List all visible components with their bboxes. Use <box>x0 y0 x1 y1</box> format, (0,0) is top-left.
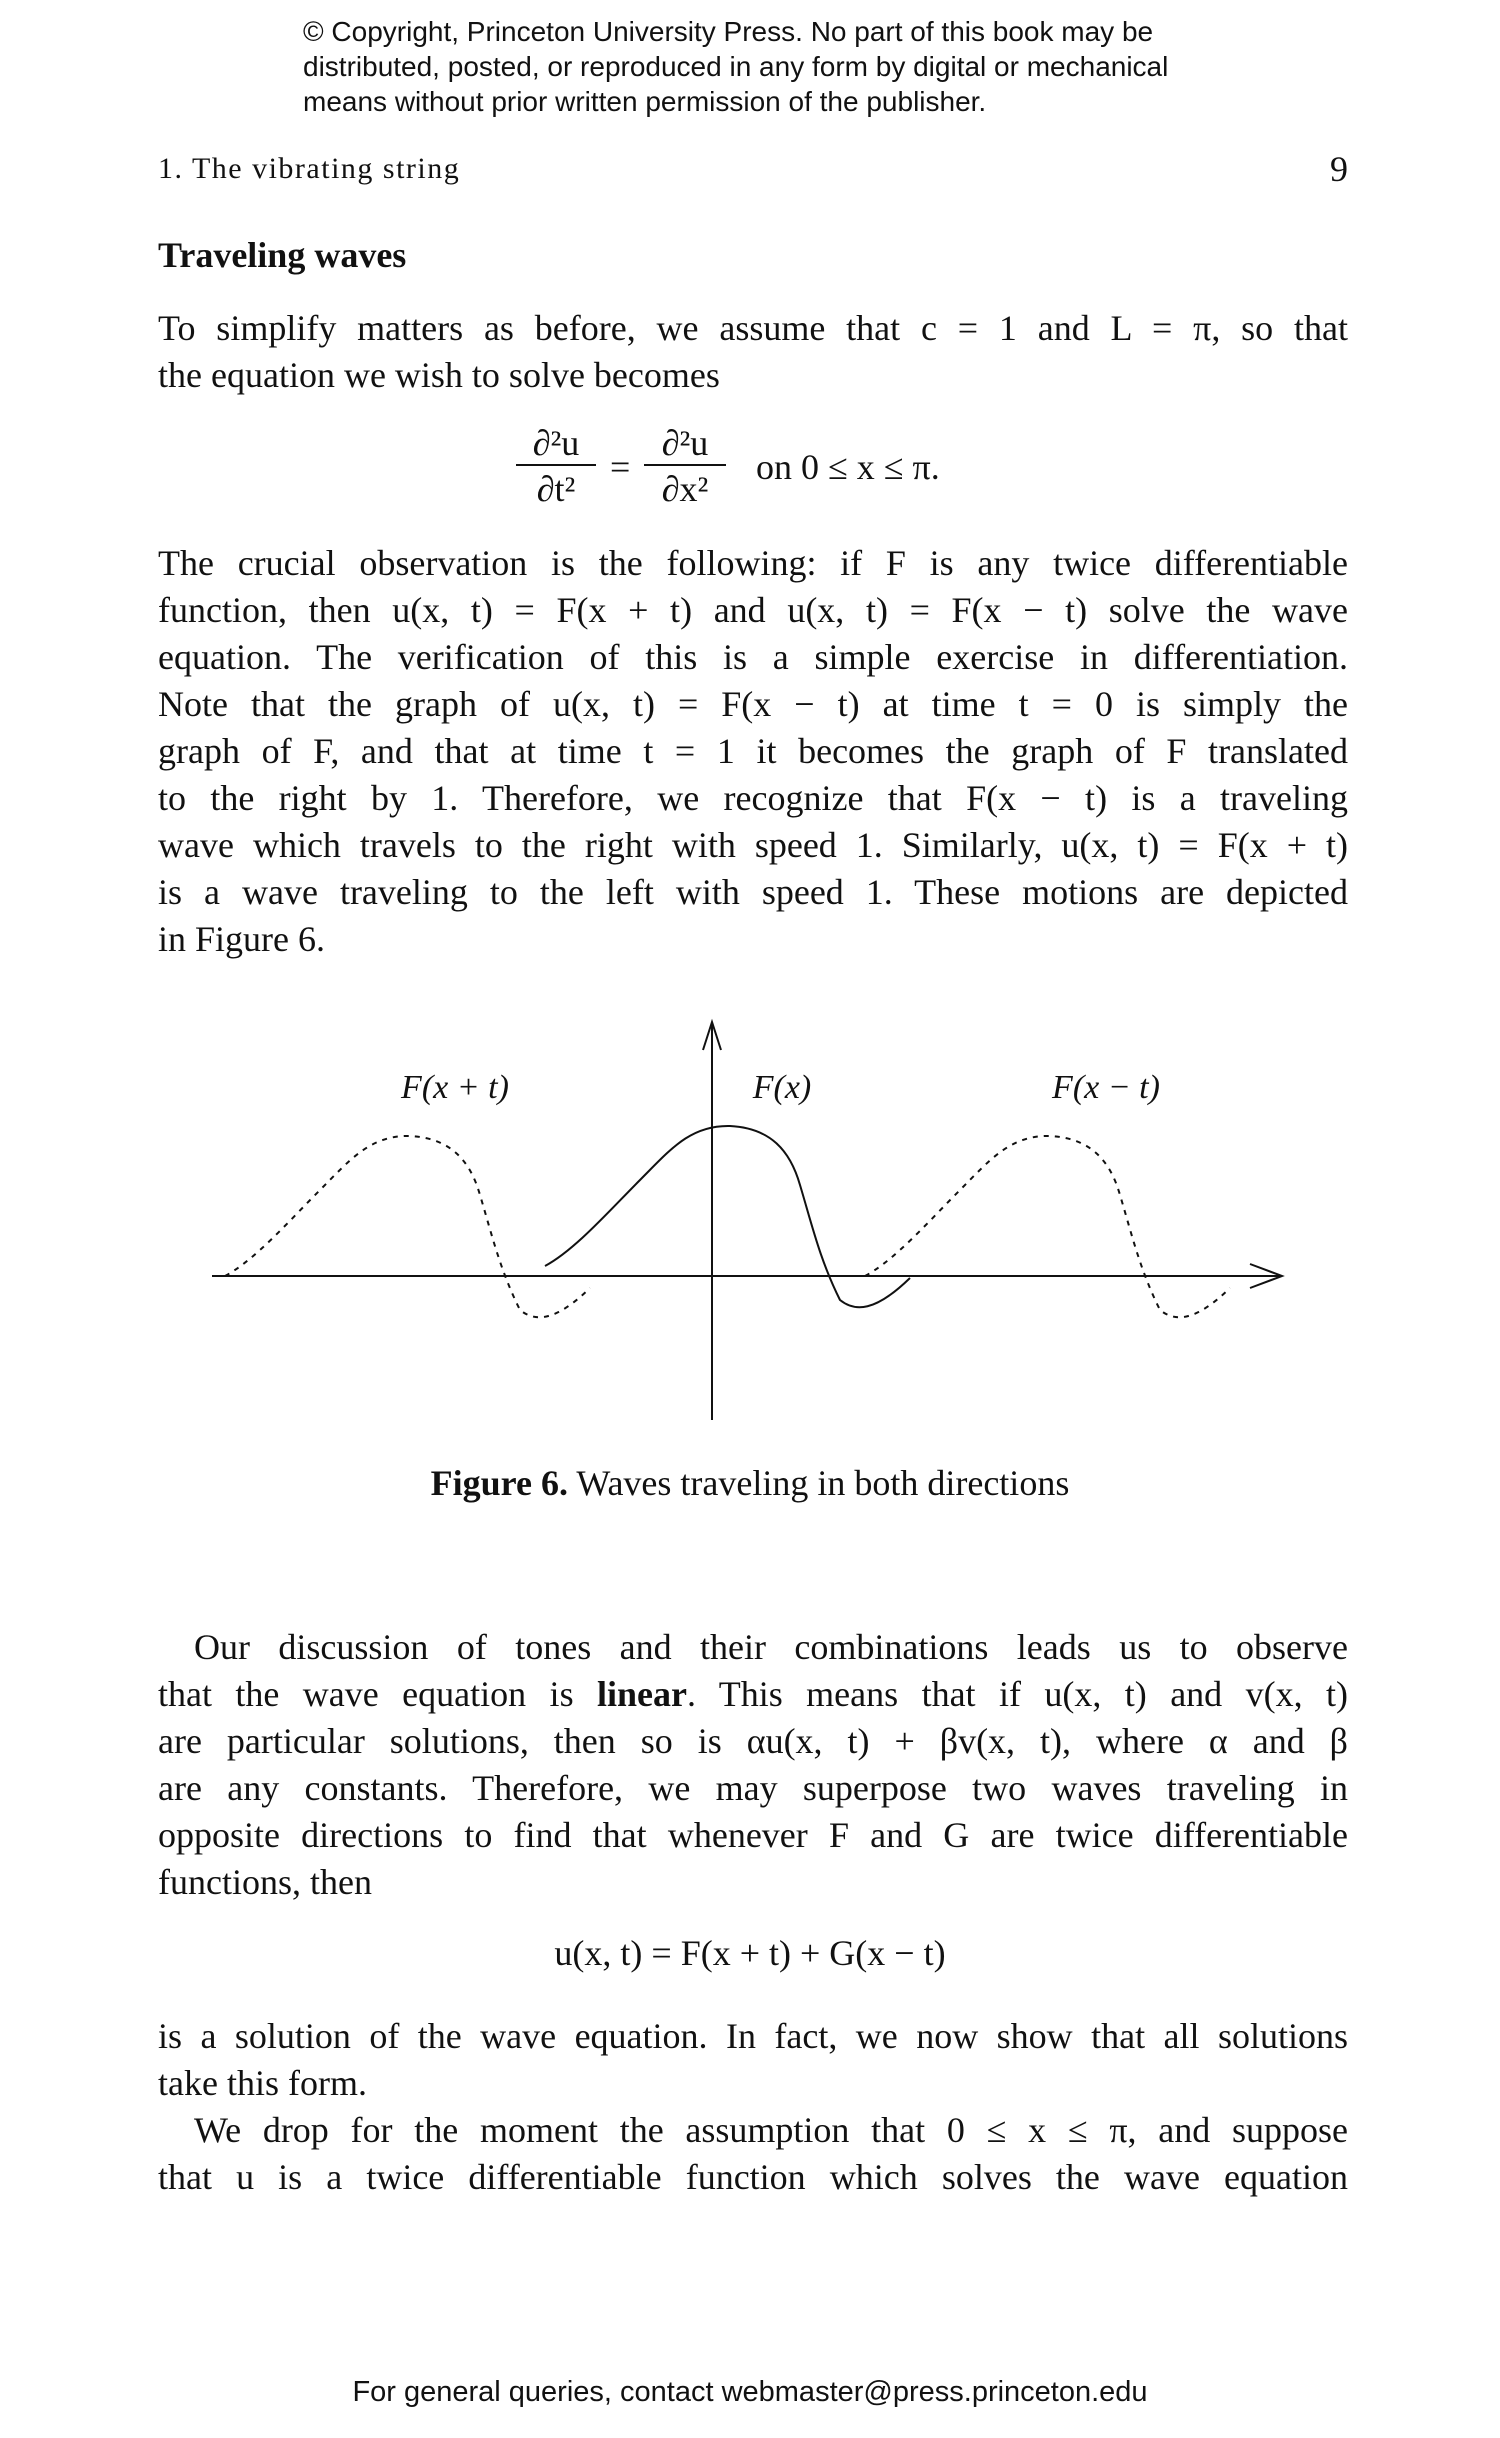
section-heading: Traveling waves <box>158 235 407 275</box>
text-line: take this form. <box>158 2063 367 2103</box>
label-f-left: F(x + t) <box>401 1069 509 1106</box>
copyright-line: distributed, posted, or reproduced in any form by digital or mechanical <box>303 51 1169 82</box>
text-line: graph of F, and that at time t = 1 it becomes the graph of F translated <box>158 731 1348 771</box>
observation-paragraph <box>158 540 1348 963</box>
text-fragment: that the wave equation is <box>158 1674 597 1714</box>
intro-paragraph <box>158 305 1348 399</box>
text-line: to the right by 1. Therefore, we recognize that F(x − t) is a traveling <box>158 778 1348 818</box>
text-line <box>158 1671 1348 1718</box>
equation-domain: on 0 ≤ x ≤ π. <box>756 447 940 487</box>
caption-label: Figure 6. <box>430 1463 568 1503</box>
equals-sign: = <box>610 447 631 487</box>
text-line: is a wave traveling to the left with speed 1. These motions are depicted <box>158 872 1348 912</box>
text-line: We drop for the moment the assumption that 0 ≤ x ≤ π, and suppose <box>194 2110 1348 2150</box>
text-line: Note that the graph of u(x, t) = F(x − t) at time t = 0 is simply the <box>158 684 1348 724</box>
text-line: the equation we wish to solve becomes <box>158 355 720 395</box>
fraction-lhs <box>516 422 596 510</box>
solution-paragraph <box>158 2013 1348 2201</box>
text-line: To simplify matters as before, we assume that c = 1 and L = π, so that <box>158 308 1348 348</box>
text-fragment: . This means that if u(x, t) and v(x, t) <box>686 1674 1348 1714</box>
running-head <box>158 149 1348 192</box>
running-title: 1. The vibrating string <box>158 152 461 185</box>
numerator: ∂²u <box>661 423 709 463</box>
text-line: wave which travels to the right with speed 1. Similarly, u(x, t) = F(x + t) <box>158 825 1348 865</box>
page-number: 9 <box>1330 149 1348 189</box>
text-line: are particular solutions, then so is αu(x, t) + βv(x, t), where α and β <box>158 1721 1348 1761</box>
text-line: that u is a twice differentiable function which solves the wave equation <box>158 2157 1348 2197</box>
copyright-line: © Copyright, Princeton University Press. No part of this book may be <box>303 16 1154 47</box>
text-line: are any constants. Therefore, we may superpose two waves traveling in <box>158 1768 1348 1808</box>
text-line: equation. The verification of this is a simple exercise in differentiation. <box>158 637 1348 677</box>
text-line: is a solution of the wave equation. In fact, we now show that all solutions <box>158 2016 1348 2056</box>
caption-text: Waves traveling in both directions <box>576 1463 1070 1503</box>
wave-f-left <box>225 1136 590 1317</box>
text-line: in Figure 6. <box>158 919 325 959</box>
label-f-center: F(x) <box>752 1069 812 1106</box>
wave-f-center <box>545 1126 910 1307</box>
wave-f-right <box>865 1136 1230 1317</box>
text-line: functions, then <box>158 1862 372 1902</box>
text-line: The crucial observation is the following: if F is any twice differentiable <box>158 543 1348 583</box>
text-line: function, then u(x, t) = F(x + t) and u(x, t) = F(x − t) solve the wave <box>158 590 1348 630</box>
linear-paragraph <box>158 1624 1348 1906</box>
label-f-right: F(x − t) <box>1052 1069 1160 1106</box>
numerator: ∂²u <box>532 423 580 463</box>
figure-caption <box>0 1462 1500 1504</box>
text-line: opposite directions to find that whenever F and G are twice differentiable <box>158 1815 1348 1855</box>
denominator: ∂x² <box>644 464 726 510</box>
copyright-notice <box>303 14 1283 119</box>
general-solution-equation: u(x, t) = F(x + t) + G(x − t) <box>554 1933 946 1973</box>
wave-equation <box>516 422 1116 532</box>
fraction-rhs <box>644 422 726 510</box>
denominator: ∂t² <box>516 464 596 510</box>
emphasis-linear: linear <box>597 1674 687 1714</box>
footer-contact: For general queries, contact webmaster@press.princeton.edu <box>352 2376 1148 2408</box>
text-line: Our discussion of tones and their combinations leads us to observe <box>194 1627 1348 1667</box>
copyright-line: means without prior written permission of the publisher. <box>303 86 987 117</box>
figure-6-diagram <box>0 1010 1500 1430</box>
